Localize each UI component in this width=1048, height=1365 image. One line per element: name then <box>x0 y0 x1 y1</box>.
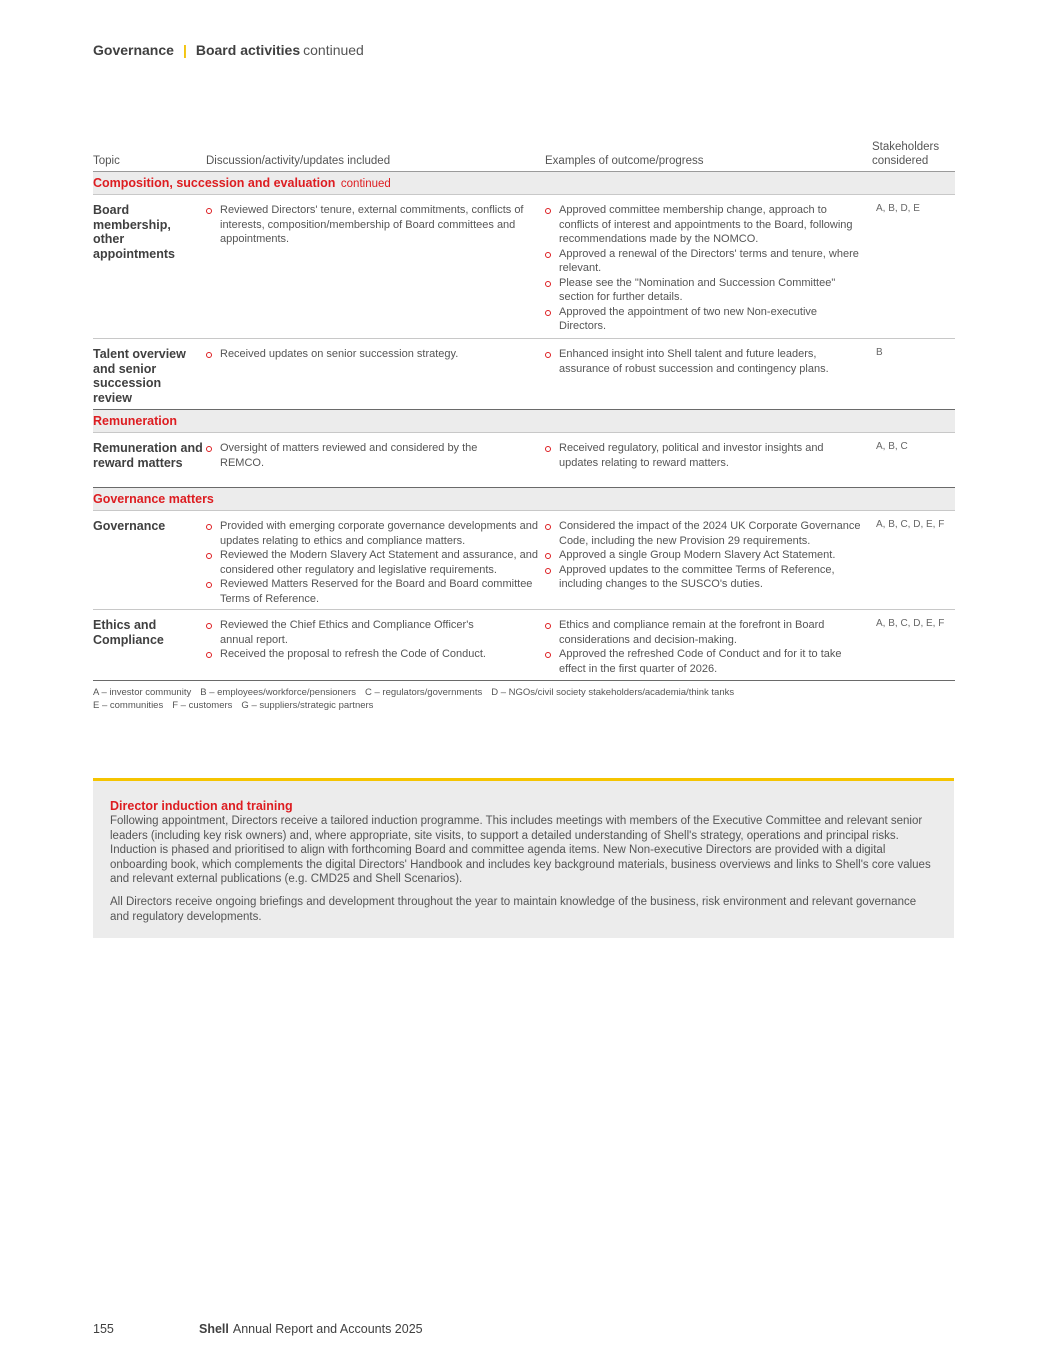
legend-item: C – regulators/governments <box>365 687 483 698</box>
row-topic: Talent overview and senior succession review <box>93 347 186 405</box>
panel-paragraph: All Directors receive ongoing briefings and development throughout the year to maintain knowledge of the business, risk environment and relevant governance and regulatory developments. <box>110 896 917 923</box>
column-header-stakeholders-line1: Stakeholders <box>872 141 940 153</box>
panel-paragraph: Following appointment, Directors receive a tailored induction programme. This includes meetings with members of the Executive Committee and relevant senior leaders (including key risk owners) and, where appropriate, site visits, to support a detailed understanding of Shell's strategy, operations and principal risks. Induction is phased and prioritised to align with forthcoming Board and committee agenda items. New Non-executive Directors are provided with a digital onboarding book, which complements the digital Directors' Handbook and includes key background materials, business overviews and links to Shell's core values and relevant external publications (e.g. CMD25 and Shell Scenarios). <box>110 815 931 885</box>
table-row <box>93 433 955 488</box>
header-title: Board activities <box>195 42 301 58</box>
legend-item: G – suppliers/strategic partners <box>241 700 374 711</box>
director-induction-panel <box>93 778 954 938</box>
header-section: Governance <box>93 42 174 58</box>
list-item: Provided with emerging corporate governance developments and updates relating to ethics and compliance matters. <box>206 519 543 548</box>
table-row <box>93 610 955 681</box>
section-title: Composition, succession and evaluation <box>93 176 336 190</box>
row-examples <box>545 203 867 334</box>
row-examples <box>545 347 867 376</box>
list-item: Received updates on senior succession strategy. <box>206 347 541 362</box>
list-item: Approved a renewal of the Directors' terms and tenure, where relevant. <box>545 247 867 276</box>
section-continued: continued <box>340 178 391 190</box>
row-topic: Ethics and Compliance <box>93 618 164 647</box>
stakeholder-legend <box>93 686 743 712</box>
list-item: Approved committee membership change, approach to conflicts of interest and appointments to the Board, following recommendations made by the NOMCO. <box>545 203 867 247</box>
board-activities-table <box>93 140 955 681</box>
footer-report-title: Annual Report and Accounts 2025 <box>232 1322 423 1336</box>
header-continued: continued <box>303 42 364 58</box>
section-heading <box>93 410 955 433</box>
column-header-stakeholders-line2: considered <box>872 155 929 167</box>
list-item: Oversight of matters reviewed and considered by the REMCO. <box>206 441 506 470</box>
column-header-stakeholders <box>872 140 955 168</box>
legend-item: E – communities <box>93 700 164 711</box>
section-heading <box>93 172 955 195</box>
legend-item: D – NGOs/civil society stakeholders/academia/think tanks <box>491 687 735 698</box>
row-stakeholders: B <box>876 347 883 358</box>
table-row <box>93 195 955 339</box>
table-header <box>93 140 955 172</box>
row-examples <box>545 519 867 592</box>
list-item: Approved updates to the committee Terms of Reference, including changes to the SUSCO's duties. <box>545 563 867 592</box>
row-topic: Board membership, other appointments <box>93 203 175 261</box>
row-stakeholders: A, B, C, D, E, F <box>876 618 945 629</box>
legend-item: B – employees/workforce/pensioners <box>200 687 356 698</box>
row-stakeholders: A, B, C <box>876 441 908 452</box>
list-item: Reviewed Directors' tenure, external commitments, conflicts of interests, composition/membership of Board committees and appointments. <box>206 203 541 247</box>
list-item: Reviewed the Modern Slavery Act Statement and assurance, and considered other regulatory and legislative requirements. <box>206 548 543 577</box>
row-stakeholders: A, B, C, D, E, F <box>876 519 945 530</box>
footer-brand: Shell <box>199 1322 229 1336</box>
list-item: Received regulatory, political and investor insights and updates relating to reward matters. <box>545 441 825 470</box>
list-item: Approved the appointment of two new Non-executive Directors. <box>545 305 867 334</box>
column-header-discussion: Discussion/activity/updates included <box>206 155 391 167</box>
list-item: Considered the impact of the 2024 UK Corporate Governance Code, including the new Provision 29 requirements. <box>545 519 867 548</box>
row-discussion <box>206 441 506 470</box>
row-discussion <box>206 618 506 662</box>
section-title: Remuneration <box>93 414 178 428</box>
page-number: 155 <box>93 1322 114 1336</box>
section-heading <box>93 488 955 511</box>
row-discussion <box>206 203 541 247</box>
list-item: Received the proposal to refresh the Code of Conduct. <box>206 647 506 662</box>
panel-title: Director induction and training <box>110 799 293 813</box>
legend-line <box>93 686 743 699</box>
legend-item: F – customers <box>172 700 233 711</box>
row-examples <box>545 618 867 676</box>
page-footer <box>93 1322 423 1336</box>
legend-item: A – investor community <box>93 687 192 698</box>
column-header-examples: Examples of outcome/progress <box>545 155 704 167</box>
row-topic: Remuneration and reward matters <box>93 441 203 470</box>
row-topic: Governance <box>93 519 166 533</box>
section-title: Governance matters <box>93 492 214 506</box>
legend-line <box>93 699 743 712</box>
row-examples <box>545 441 825 470</box>
list-item: Ethics and compliance remain at the forefront in Board considerations and decision-making. <box>545 618 867 647</box>
list-item: Reviewed Matters Reserved for the Board and Board committee Terms of Reference. <box>206 577 543 606</box>
row-discussion <box>206 347 541 362</box>
page-header <box>93 42 364 58</box>
header-separator: | <box>182 42 187 58</box>
row-discussion <box>206 519 543 606</box>
table-row <box>93 339 955 410</box>
list-item: Approved a single Group Modern Slavery Act Statement. <box>545 548 867 563</box>
list-item: Reviewed the Chief Ethics and Compliance Officer's annual report. <box>206 618 506 647</box>
table-row <box>93 511 955 610</box>
list-item: Enhanced insight into Shell talent and future leaders, assurance of robust succession and contingency plans. <box>545 347 867 376</box>
list-item: Please see the "Nomination and Succession Committee" section for further details. <box>545 276 867 305</box>
list-item: Approved the refreshed Code of Conduct and for it to take effect in the first quarter of 2026. <box>545 647 867 676</box>
column-header-topic: Topic <box>93 155 120 167</box>
row-stakeholders: A, B, D, E <box>876 203 920 214</box>
